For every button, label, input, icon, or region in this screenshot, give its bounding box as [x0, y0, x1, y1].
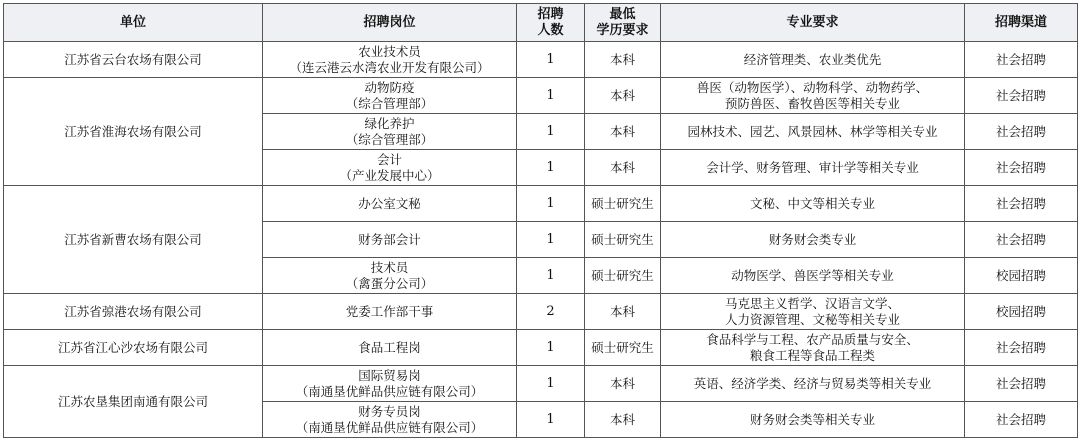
major-cell [661, 330, 965, 366]
position-cell-line: 农业技术员 [358, 43, 421, 59]
position-cell-line: 财务专员岗 [358, 403, 421, 419]
channel-cell: 社会招聘 [965, 402, 1078, 438]
position-cell [263, 78, 517, 114]
position-cell [263, 402, 517, 438]
recruitment-table [3, 3, 1078, 438]
position-cell-line: 办公室文秘 [358, 195, 421, 211]
header-major: 专业要求 [661, 4, 965, 42]
position-cell [263, 114, 517, 150]
position-cell-line: （综合管理部） [345, 131, 434, 147]
position-cell-line: 国际贸易岗 [358, 367, 421, 383]
channel-cell: 社会招聘 [965, 186, 1078, 222]
major-cell-line: 会计学、财务管理、审计学等相关专业 [706, 159, 919, 175]
header-count-line1: 招聘 [537, 6, 564, 22]
position-cell [263, 150, 517, 186]
position-cell-line: 动物防疫 [364, 79, 415, 95]
major-cell [661, 150, 965, 186]
count-cell: 1 [517, 114, 585, 150]
table-row [4, 186, 1078, 222]
major-cell-line: 园林技术、园艺、风景园林、林学等相关专业 [687, 123, 938, 139]
position-cell-line: 绿化养护 [364, 115, 415, 131]
count-cell: 1 [517, 402, 585, 438]
major-cell [661, 402, 965, 438]
table-row [4, 294, 1078, 330]
education-cell: 本科 [585, 150, 661, 186]
position-cell [263, 42, 517, 78]
position-cell [263, 186, 517, 222]
unit-cell: 江苏省新曹农场有限公司 [4, 186, 263, 294]
header-edu-line2: 学历要求 [596, 22, 649, 38]
unit-cell: 江苏省淮海农场有限公司 [4, 78, 263, 186]
count-cell: 1 [517, 222, 585, 258]
position-cell-line: （南通垦优鲜品供应链有限公司） [295, 419, 484, 435]
channel-cell: 社会招聘 [965, 150, 1078, 186]
major-cell [661, 42, 965, 78]
major-cell [661, 258, 965, 294]
major-cell [661, 78, 965, 114]
education-cell: 硕士研究生 [585, 330, 661, 366]
position-cell-line: （南通垦优鲜品供应链有限公司） [295, 383, 484, 399]
education-cell: 硕士研究生 [585, 258, 661, 294]
education-cell: 本科 [585, 114, 661, 150]
count-cell: 2 [517, 294, 585, 330]
major-cell-line: 财务财会类专业 [768, 231, 857, 247]
position-cell [263, 294, 517, 330]
education-cell: 本科 [585, 294, 661, 330]
position-cell-line: （禽蛋分公司） [345, 275, 434, 291]
education-cell: 本科 [585, 402, 661, 438]
major-cell-line: 食品科学与工程、农产品质量与安全、 [706, 331, 919, 347]
position-cell-line: 会计 [376, 151, 402, 167]
major-cell-line: 财务财会类等相关专业 [749, 411, 875, 427]
table-row [4, 42, 1078, 78]
count-cell: 1 [517, 366, 585, 402]
position-cell [263, 222, 517, 258]
education-cell: 本科 [585, 78, 661, 114]
header-count-line2: 人数 [537, 22, 564, 38]
table-row [4, 366, 1078, 402]
major-cell-line: 兽医（动物医学）、动物科学、动物药学、 [696, 79, 929, 95]
major-cell-line: 经济管理类、农业类优先 [743, 51, 882, 67]
channel-cell: 社会招聘 [965, 330, 1078, 366]
table-row [4, 330, 1078, 366]
position-cell [263, 258, 517, 294]
channel-cell: 社会招聘 [965, 114, 1078, 150]
major-cell-line: 英语、经济学类、经济与贸易类等相关专业 [693, 375, 932, 391]
major-cell-line: 文秘、中文等相关专业 [749, 195, 875, 211]
education-cell: 硕士研究生 [585, 222, 661, 258]
table-row [4, 78, 1078, 114]
channel-cell: 社会招聘 [965, 78, 1078, 114]
unit-cell: 江苏省江心沙农场有限公司 [4, 330, 263, 366]
header-row [4, 4, 1078, 42]
count-cell: 1 [517, 150, 585, 186]
major-cell [661, 222, 965, 258]
education-cell: 本科 [585, 42, 661, 78]
position-cell-line: 技术员 [370, 259, 409, 275]
count-cell: 1 [517, 330, 585, 366]
education-cell: 硕士研究生 [585, 186, 661, 222]
header-education [585, 4, 661, 42]
major-cell [661, 114, 965, 150]
unit-cell: 江苏省云台农场有限公司 [4, 42, 263, 78]
position-cell-line: （综合管理部） [345, 95, 434, 111]
major-cell [661, 186, 965, 222]
channel-cell: 社会招聘 [965, 366, 1078, 402]
major-cell-line: 马克思主义哲学、汉语言文学、 [724, 295, 900, 311]
count-cell: 1 [517, 42, 585, 78]
position-cell-line: （连云港云水湾农业开发有限公司） [289, 59, 490, 75]
channel-cell: 社会招聘 [965, 42, 1078, 78]
position-cell-line: 食品工程岗 [358, 339, 421, 355]
major-cell-line: 粮食工程等食品工程类 [749, 347, 875, 363]
unit-cell: 江苏省弶港农场有限公司 [4, 294, 263, 330]
major-cell [661, 294, 965, 330]
count-cell: 1 [517, 258, 585, 294]
position-cell-line: 党委工作部干事 [345, 303, 434, 319]
header-unit: 单位 [4, 4, 263, 42]
header-position: 招聘岗位 [263, 4, 517, 42]
education-cell: 本科 [585, 366, 661, 402]
table-body [4, 42, 1078, 438]
count-cell: 1 [517, 78, 585, 114]
header-edu-line1: 最低 [609, 6, 636, 22]
header-channel: 招聘渠道 [965, 4, 1078, 42]
major-cell [661, 366, 965, 402]
header-count [517, 4, 585, 42]
unit-cell: 江苏农垦集团南通有限公司 [4, 366, 263, 438]
channel-cell: 社会招聘 [965, 222, 1078, 258]
position-cell [263, 330, 517, 366]
channel-cell: 校园招聘 [965, 294, 1078, 330]
major-cell-line: 人力资源管理、文秘等相关专业 [724, 311, 900, 327]
position-cell [263, 366, 517, 402]
count-cell: 1 [517, 186, 585, 222]
major-cell-line: 预防兽医、畜牧兽医等相关专业 [724, 95, 900, 111]
major-cell-line: 动物医学、兽医学等相关专业 [731, 267, 894, 283]
position-cell-line: （产业发展中心） [339, 167, 440, 183]
position-cell-line: 财务部会计 [358, 231, 421, 247]
channel-cell: 校园招聘 [965, 258, 1078, 294]
